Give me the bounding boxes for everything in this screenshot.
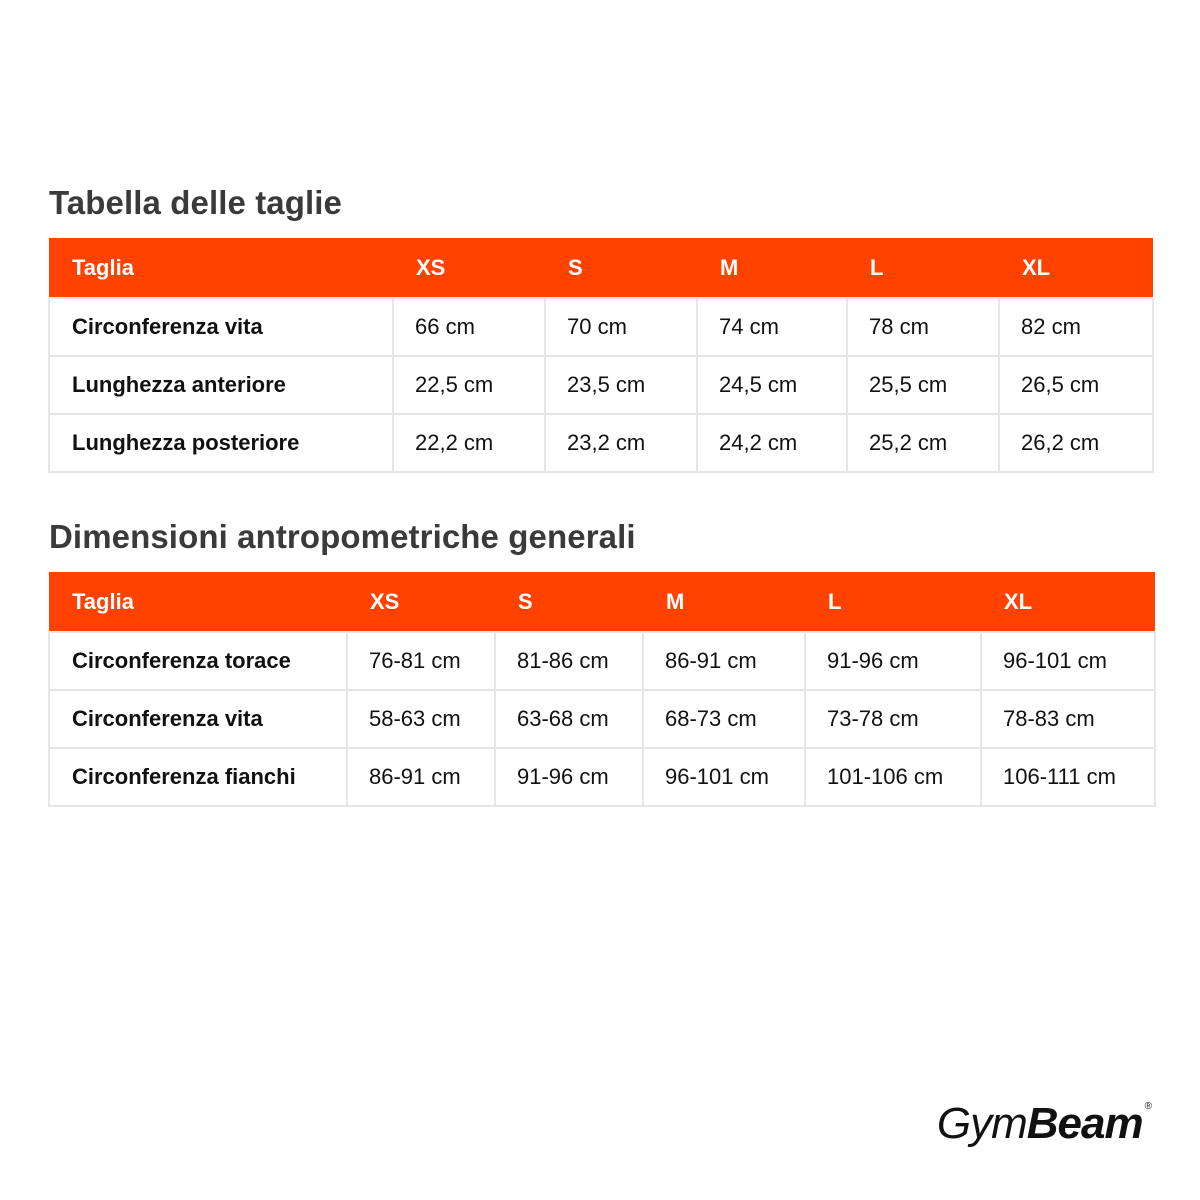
row-label: Circonferenza vita (49, 690, 347, 748)
table-cell: 81-86 cm (495, 632, 643, 690)
header-cell-l: L (847, 238, 999, 298)
table-cell: 106-111 cm (981, 748, 1155, 806)
body-measurements-table (48, 572, 1156, 807)
header-cell-s: S (495, 572, 643, 632)
table-cell: 24,5 cm (697, 356, 847, 414)
table-cell: 66 cm (393, 298, 545, 356)
table-header-row (49, 572, 1155, 632)
gymbeam-logo (937, 1098, 1152, 1150)
table-cell: 73-78 cm (805, 690, 981, 748)
header-cell-s: S (545, 238, 697, 298)
row-label: Circonferenza torace (49, 632, 347, 690)
logo-text-gym: Gym (936, 1099, 1027, 1148)
header-cell-xs: XS (347, 572, 495, 632)
table-cell: 96-101 cm (981, 632, 1155, 690)
table-cell: 26,2 cm (999, 414, 1153, 472)
table-row (49, 748, 1155, 806)
table-cell: 78-83 cm (981, 690, 1155, 748)
table-cell: 24,2 cm (697, 414, 847, 472)
header-cell-l: L (805, 572, 981, 632)
table-row (49, 356, 1153, 414)
table-cell: 70 cm (545, 298, 697, 356)
table-cell: 26,5 cm (999, 356, 1153, 414)
table-cell: 82 cm (999, 298, 1153, 356)
header-cell-m: M (643, 572, 805, 632)
table-cell: 76-81 cm (347, 632, 495, 690)
table-cell: 101-106 cm (805, 748, 981, 806)
size-chart-title: Tabella delle taglie (49, 184, 342, 221)
table-row (49, 690, 1155, 748)
table-cell: 91-96 cm (805, 632, 981, 690)
header-cell-xs: XS (393, 238, 545, 298)
table-cell: 25,5 cm (847, 356, 999, 414)
registered-trademark-icon: ® (1144, 1101, 1152, 1112)
logo-wordmark (937, 1098, 1143, 1150)
table-cell: 68-73 cm (643, 690, 805, 748)
table-cell: 25,2 cm (847, 414, 999, 472)
header-cell-size: Taglia (49, 238, 393, 298)
table-cell: 22,2 cm (393, 414, 545, 472)
table-cell: 86-91 cm (643, 632, 805, 690)
table-header-row (49, 238, 1153, 298)
row-label: Circonferenza vita (49, 298, 393, 356)
table-cell: 23,5 cm (545, 356, 697, 414)
size-chart-table (48, 238, 1154, 473)
table-cell: 78 cm (847, 298, 999, 356)
header-cell-size: Taglia (49, 572, 347, 632)
table-row (49, 414, 1153, 472)
table-cell: 23,2 cm (545, 414, 697, 472)
table-cell: 22,5 cm (393, 356, 545, 414)
row-label: Lunghezza posteriore (49, 414, 393, 472)
table-cell: 63-68 cm (495, 690, 643, 748)
table-row (49, 632, 1155, 690)
table-cell: 86-91 cm (347, 748, 495, 806)
table-cell: 91-96 cm (495, 748, 643, 806)
table-row (49, 298, 1153, 356)
logo-text-beam: Beam (1026, 1099, 1143, 1148)
row-label: Circonferenza fianchi (49, 748, 347, 806)
header-cell-xl: XL (999, 238, 1153, 298)
row-label: Lunghezza anteriore (49, 356, 393, 414)
table-cell: 58-63 cm (347, 690, 495, 748)
table-cell: 74 cm (697, 298, 847, 356)
header-cell-xl: XL (981, 572, 1155, 632)
body-measurements-title: Dimensioni antropometriche generali (49, 518, 636, 555)
table-cell: 96-101 cm (643, 748, 805, 806)
header-cell-m: M (697, 238, 847, 298)
